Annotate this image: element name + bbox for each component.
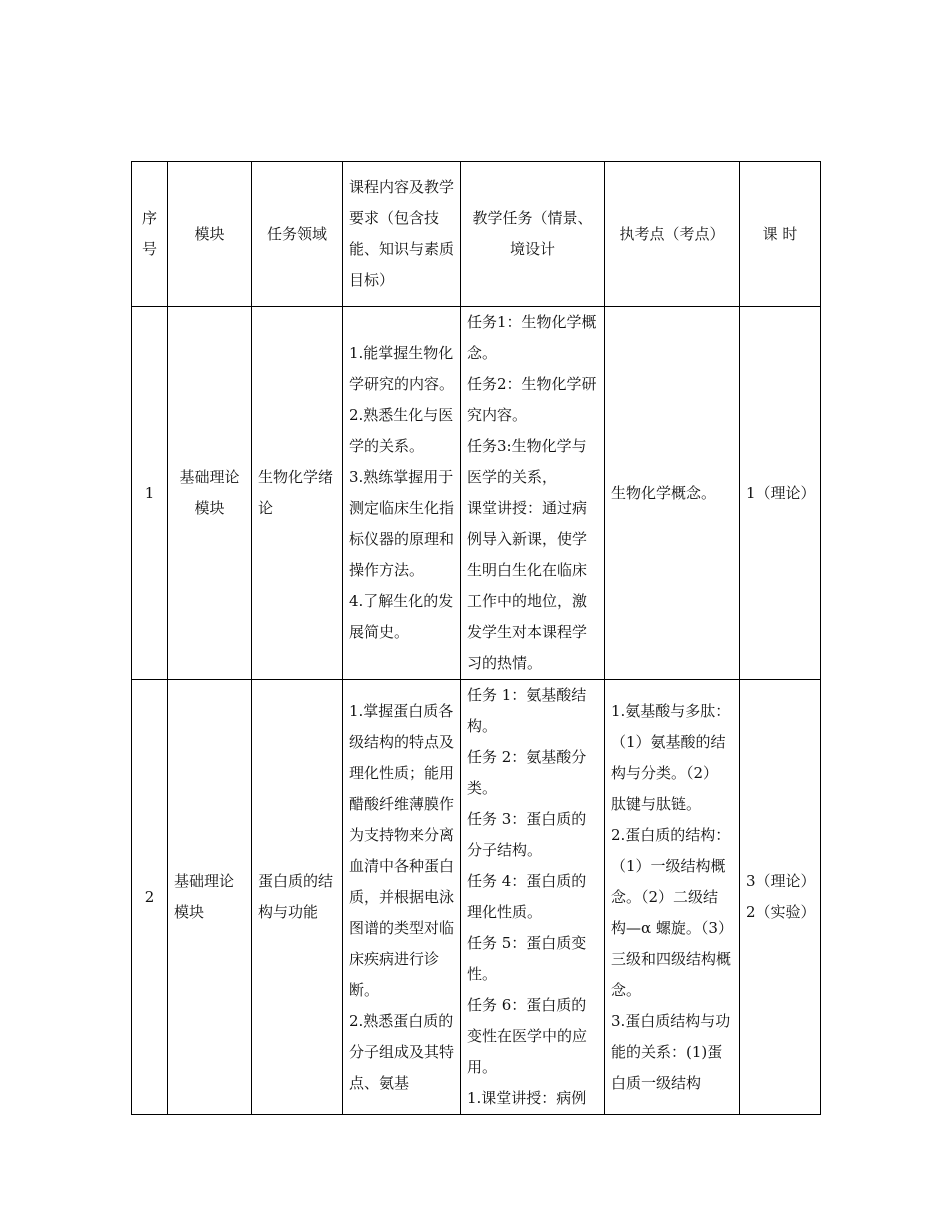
task-item: 课堂讲授：通过病例导入新课，使学生明白生化在临床工作中的地位，激发学生对本课程学习的热情。 — [467, 499, 588, 672]
table-row — [132, 680, 821, 1115]
row-module: 基础理论模块 — [168, 307, 252, 680]
hours-item: 1（理论） — [746, 483, 816, 502]
task-item: 任务 3：蛋白质的分子结构。 — [467, 810, 587, 859]
row-content — [343, 307, 461, 680]
content-item: 3.熟练掌握用于测定临床生化指标仪器的原理和操作方法。 — [349, 468, 455, 579]
row-hours — [740, 307, 821, 680]
row-module: 基础理论模块 — [168, 680, 252, 1115]
content-item: 2.熟悉蛋白质的分子组成及其特点、氨基 — [349, 1011, 455, 1092]
exam-item: 生物化学概念。 — [611, 483, 717, 502]
header-hours: 课 时 — [740, 162, 821, 307]
row-no: 2 — [132, 680, 168, 1115]
table-row — [132, 307, 821, 680]
header-no: 序号 — [132, 162, 168, 307]
task-item: 任务 2：氨基酸分类。 — [467, 748, 587, 797]
task-item: 任务 6：蛋白质的变性在医学中的应用。 — [467, 996, 588, 1076]
header-domain: 任务领域 — [252, 162, 343, 307]
header-row — [132, 162, 821, 307]
content-item: 1.掌握蛋白质各级结构的特点及理化性质；能用醋酸纤维薄膜作为支持物来分离血清中各种蛋白质，并根据电泳图谱的类型对临床疾病进行诊断。 — [349, 701, 455, 999]
task-item: 任务 1：氨基酸结构。 — [467, 686, 587, 735]
task-item: 任务3:生物化学与医学的关系， — [467, 437, 587, 486]
row-domain: 蛋白质的结构与功能 — [252, 680, 343, 1115]
row-no: 1 — [132, 307, 168, 680]
exam-item: 1.氨基酸与多肽：（1）氨基酸的结构与分类。（2）肽键与肽链。 — [611, 701, 731, 813]
hours-item: 3（理论） — [746, 872, 816, 890]
task-item: 任务1：生物化学概念。 — [467, 313, 597, 362]
header-tasks: 教学任务（情景、境设计 — [461, 162, 605, 307]
header-content: 课程内容及教学要求（包含技能、知识与素质目标） — [343, 162, 461, 307]
row-content — [343, 680, 461, 1115]
row-domain: 生物化学绪论 — [252, 307, 343, 680]
row-exam — [605, 680, 740, 1115]
row-tasks — [461, 680, 605, 1115]
header-module: 模块 — [168, 162, 252, 307]
task-item: 任务 5：蛋白质变性。 — [467, 934, 587, 983]
hours-item: 2（实验） — [746, 903, 816, 921]
exam-item: 3.蛋白质结构与功能的关系：(1)蛋白质一级结构 — [611, 1011, 731, 1092]
row-hours — [740, 680, 821, 1115]
row-tasks — [461, 307, 605, 680]
content-item: 4.了解生化的发展简史。 — [349, 592, 454, 641]
exam-item: 2.蛋白质的结构：（1）一级结构概念。（2）二级结构—α 螺旋。（3）三级和四级结构概念。 — [611, 825, 733, 999]
content-item: 1.能掌握生物化学研究的内容。 — [349, 344, 455, 393]
task-item: 任务 4：蛋白质的理化性质。 — [467, 872, 587, 921]
syllabus-table — [131, 161, 821, 1115]
header-exam: 执考点（考点） — [605, 162, 740, 307]
row-exam — [605, 307, 740, 680]
task-item: 任务2：生物化学研究内容。 — [467, 375, 597, 424]
content-item: 2.熟悉生化与医学的关系。 — [349, 406, 454, 455]
task-item: 1.课堂讲授：病例 — [467, 1089, 587, 1107]
